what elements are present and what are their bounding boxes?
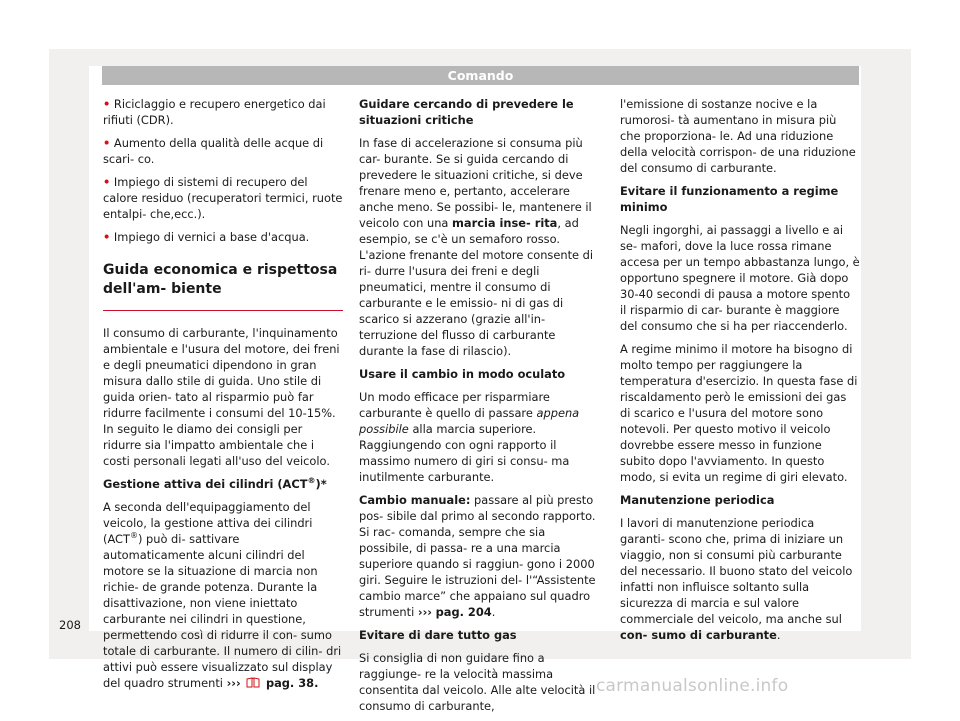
paragraph: I lavori di manutenzione periodica garanti- scono che, prima di iniziare un viaggio, non si consumi più carburante del necessario. Il buono stato del veicolo infatti non influisce soltanto sulla sicurezza di marcia e sul valore commerciale del veicolo, ma anche sul con- sumo di carburante.: [620, 516, 853, 642]
act-paragraph: A seconda dell'equipaggiamento del veicolo, la gestione attiva dei cilindri (ACT®) può di- sattivare automaticamente alcuni cilindri del motore se la situazione di marcia non richie- de grande potenza. Durante la disattivazione, non viene iniettato carburante nei cilindri in questione, permettendo così di ridurre il con- sumo totale di carburante. Il numero di cilin- dri attivi può essere visualizzato sul display del quadro strumenti ››› pag. 38.: [103, 500, 342, 690]
heading-idle: Evitare il funzionamento a regime minimo: [620, 184, 839, 214]
heading-full-throttle: Evitare di dare tutto gas: [359, 628, 517, 642]
act-heading: Gestione attiva dei cilindri (ACT®)*: [103, 476, 327, 491]
list-item: • Riciclaggio e recupero energetico dai rifiuti (CDR).: [103, 97, 326, 127]
column-1: [103, 96, 343, 698]
column-2: [359, 96, 599, 721]
paragraph: A regime minimo il motore ha bisogno di molto tempo per raggiungere la temperatura d'esercizio. In questa fase di riscaldamento però le emissioni dei gas di scarico e l'usura del motore sono notevoli. Per questo motivo il veicolo dovrebbe essere messo in funzione subito dopo l'avviamento. In questo modo, si evita un regime di giri elevato.: [620, 342, 858, 484]
paragraph: Un modo efficace per risparmiare carburante è quello di passare appena possibile alla marcia superiore. Raggiungendo con ogni rapporto il massimo numero di giri si consu- ma inutilmente carburante.: [359, 390, 580, 484]
list-item: • Impiego di sistemi di recupero del calore residuo (recuperatori termici, ruote entalpi- che,ecc.).: [103, 175, 343, 221]
bullet-icon: •: [103, 97, 111, 111]
list-item: • Aumento della qualità delle acque di scari- co.: [103, 136, 324, 166]
heading-anticipate: Guidare cercando di prevedere le situazioni critiche: [359, 97, 574, 127]
cross-ref-arrow: ›››: [417, 605, 432, 619]
cross-ref-link[interactable]: pag. 204: [435, 605, 492, 619]
paragraph: Negli ingorghi, ai passaggi a livello e ai se- mafori, dove la luce rossa rimane accesa per un tempo abbastanza lungo, è opportuno spegnere il motore. Già dopo 30-40 secondi di pausa a motore spento il risparmio di car- burante è maggiore del consumo che si ha per riaccenderlo.: [620, 223, 860, 333]
paragraph: l'emissione di sostanze nocive e la rumorosi- tà aumentano in misura più che proporziona- le. Ad una riduzione della velocità corrispon- de una riduzione del consumo di carburante.: [620, 97, 856, 175]
manual-book-icon: [246, 677, 260, 688]
section-title: Guida economica e rispettosa dell'am- biente: [103, 261, 343, 311]
paragraph: Si consiglia di non guidare fino a raggiunge- re la velocità massima consentita dal veicolo. Alle alte velocità il consumo di carburante,: [359, 651, 596, 713]
header-title: Comando: [447, 68, 514, 83]
heading-gearbox: Usare il cambio in modo oculato: [359, 367, 566, 381]
intro-paragraph: Il consumo di carburante, l'inquinamento ambientale e l'usura del motore, dei freni e degli pneumatici dipendono in gran misura dallo stile di guida. Uno stile di guida orien- tato al risparmio può far ridurre facilmente i consumi del 10-15%. In seguito le diamo dei consigli per ridurre sia l'impatto ambientale che i costi personali legati all'uso del veicolo.: [103, 326, 340, 468]
paragraph: Cambio manuale: passare al più presto pos- sibile dal primo al secondo rapporto. Si rac- comanda, sempre che sia possibile, di passa- re a una marcia superiore quando si raggiun- gono i 2000 giri. Seguire le istruzioni del- l'“Assistente cambio marce” che appaiano sul quadro strumenti ››› pag. 204.: [359, 493, 596, 619]
paragraph: In fase di accelerazione si consuma più car- burante. Se si guida cercando di prevedere le situazioni critiche, si deve frenare meno e, pertanto, accelerare anche meno. Se possibi- le, mantenere il veicolo con una marcia inse- rita, ad esempio, se c'è un semaforo rosso. L'azione frenante del motore consente di ri- durre l'usura dei freni e degli pneumatici, mentre il consumo di carburante e le emissio- ni di gas di scarico si azzerano (grazie all'in- terruzione del flusso di carburante durante la fase di rilascio).: [359, 136, 594, 358]
bullet-icon: •: [103, 230, 111, 244]
watermark: carmanualsonline.info: [596, 676, 789, 696]
page-number: 208: [59, 618, 81, 632]
bullet-icon: •: [103, 175, 111, 189]
cross-ref-link[interactable]: pag. 38.: [265, 676, 319, 690]
cross-ref-arrow: ›››: [226, 676, 241, 690]
heading-maintenance: Manutenzione periodica: [620, 493, 775, 507]
column-3: [620, 96, 860, 650]
bullet-icon: •: [103, 136, 111, 150]
list-item: • Impiego di vernici a base d'acqua.: [103, 230, 310, 244]
